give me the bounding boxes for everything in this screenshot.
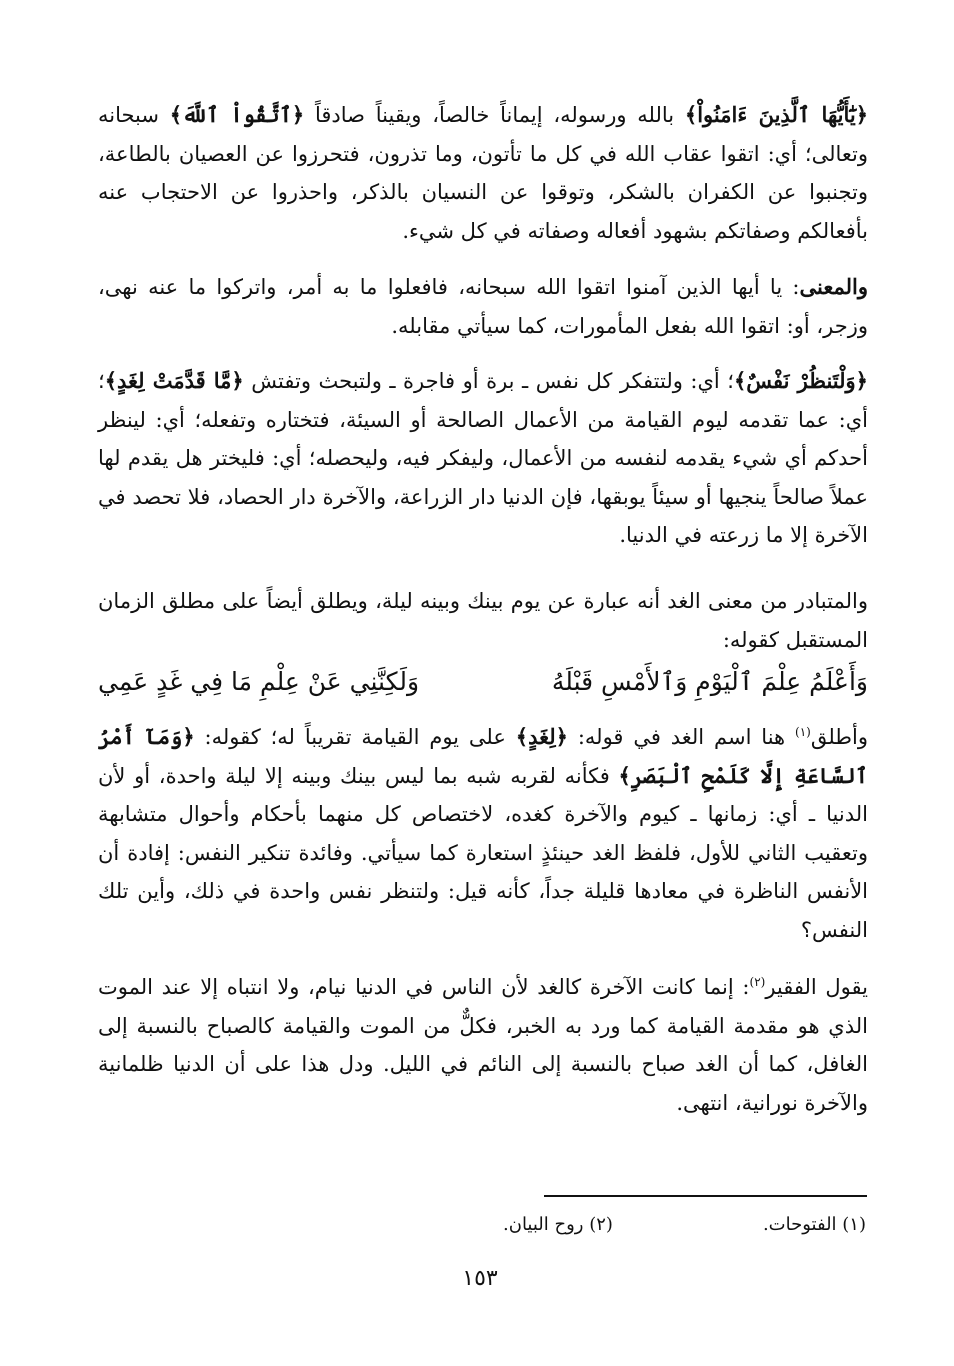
paragraph-text: وأطلق: [810, 725, 868, 749]
paragraph-2: [98, 268, 868, 345]
paragraph-5: [98, 718, 868, 949]
paragraph-text: والمتبادر من معنى الغد أنه عبارة عن يوم بينك وبينه ليلة، ويطلق أيضاً على مطلق الزمان المستقبل كقوله:: [98, 589, 868, 652]
page-number: ١٥٣: [462, 1266, 498, 1291]
footnote-1: (١) الفتوحات.: [762, 1214, 866, 1235]
footnotes: [300, 1210, 866, 1240]
footnote-ref: (١): [795, 725, 811, 739]
paragraph-text: فكأنه لقربه شبه بما ليس بينك وبينه إلا ليلة واحدة، أو لأن الدنيا ـ أي: زمانها ـ كيوم والآخرة كغده، لاختصاص كل منهما بأحكام وأحوال متشابهة وتعقيب الثاني للأول، فلفظ الغد حينئذٍ استعارة كما سيأتي. وفائدة تنكير النفس: إفادة أن الأنفس الناظرة في معادها قليلة جداً، كأنه قيل: ولتنظر نفس واحدة في ذلك، وأين تلك النفس؟: [98, 763, 868, 942]
paragraph-text: : إنما كانت الآخرة كالغد لأن الناس في الدنيا نيام، ولا انتباه إلا عند الموت الذي هو مقدمة القيامة كما ورد به الخبر، فكلٌّ من الموت والقيامة كالصباح بالنسبة إلى الغافل، كما أن الغد صباح بالنسبة إلى النائم في الليل. ودل هذا على أن الدنيا ظلمانية والآخرة نورانية، انتهى.: [98, 975, 868, 1115]
verse-first-hemistich: وَأَعْلَمُ عِلْمَ ٱلْيَوْمِ وَٱلأَمْسِ قَبْلَهُ: [551, 667, 868, 696]
paragraph-6: [98, 968, 868, 1122]
quran-quote: ﴿وَمَآ أَمْرُ ٱلسَّاعَةِ إِلَّا كَلَمْحِ ٱلْبَصَرِ﴾: [98, 724, 868, 788]
footnote-2: (٢) روح البيان.: [503, 1214, 613, 1235]
bold-term: والمعنى: [799, 274, 868, 299]
paragraph-text: : يا أيها الذين آمنوا اتقوا الله سبحانه، فافعلوا ما به أمر، واتركوا ما عنه نهى، وزجر، أو: اتقوا الله بفعل المأمورات، كما سيأتي مقابله.: [98, 275, 868, 338]
paragraph-text: يقول الفقير: [765, 975, 868, 999]
quran-quote: ﴿يَٰٓأَيُّهَا ٱلَّذِينَ ءَامَنُواْ﴾: [684, 102, 869, 127]
paragraph-text: هنا اسم الغد في قوله:: [567, 725, 796, 749]
paragraph-text: ؛ أي: عما تقدمه ليوم القيامة من الأعمال الصالحة أو السيئة، فتختاره وتفعله؛ أي: لينظر أحدكم أي شيء يقدمه لنفسه من الأعمال، وليفكر فيه، وليحصله؛ أي: فليختر هل يقدم لها عملاً صالحاً ينجيها أو سيئاً يوبقها، فإن الدنيا دار الزراعة، والآخرة دار الحصاد، فلا تحصد في الآخرة إلا ما زرعته في الدنيا.: [98, 369, 868, 547]
quran-quote: ﴿ٱتَّقُواْ ٱللَّهَ﴾: [169, 102, 305, 127]
poetry-verse: [98, 662, 868, 702]
quran-quote: ﴿لِغَدٍ﴾: [515, 724, 568, 749]
quran-quote: ﴿وَلْتَنظُرْ نَفْسٌ﴾: [733, 368, 868, 393]
verse-second-hemistich: وَلَكِنَّنِي عَنْ عِلْمِ مَا فِي غَدٍ عَمِي: [98, 667, 420, 696]
paragraph-text: بالله ورسوله، إيماناً خالصاً، ويقيناً صادقاً: [304, 103, 685, 127]
paragraph-text: سبحانه وتعالى؛ أي: اتقوا عقاب الله في كل ما تأتون، وما تذرون، فتحرزوا عن العصيان بالطاعة، وتجنبوا عن الكفران بالشكر، وتوقوا عن النسيان بالذكر، واحذروا عن الاحتجاب عنه بأفعالكم وصفاتكم بشهود أفعاله وصفاته في كل شيء.: [98, 103, 868, 243]
quran-quote: ﴿مَّا قَدَّمَتْ لِغَدٍ﴾: [104, 368, 244, 393]
paragraph-text: على يوم القيامة تقريباً له؛ كقوله:: [194, 725, 516, 749]
paragraph-4: [98, 582, 868, 659]
paragraph-3: [98, 362, 868, 555]
footnote-ref: (٢): [749, 975, 766, 989]
paragraph-text: ؛ أي: ولتتفكر كل نفس ـ برة أو فاجرة ـ ولتبحث وتفتش: [243, 369, 734, 393]
footnote-separator: [544, 1195, 867, 1197]
paragraph-1: [98, 96, 868, 250]
